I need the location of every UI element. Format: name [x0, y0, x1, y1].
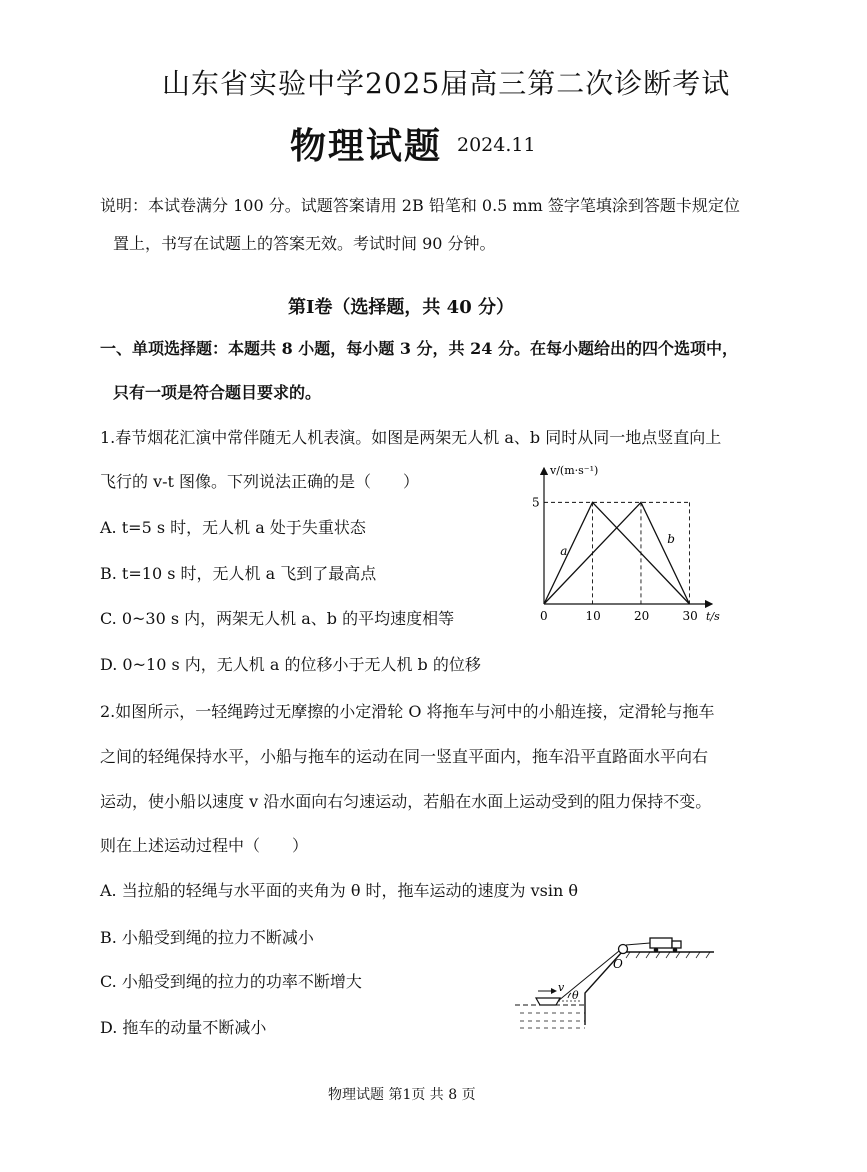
- x-tick-label: 10: [585, 609, 601, 623]
- y-axis-label: v/(m·s⁻¹): [550, 464, 599, 477]
- q2-option-b: B. 小船受到绳的拉力不断减小: [100, 928, 314, 947]
- pulley-boat-figure: [510, 925, 715, 1033]
- truck: [650, 938, 681, 952]
- rope-horizontal: [626, 943, 650, 945]
- page-footer: 物理试题 第1页 共 8 页: [328, 1087, 476, 1103]
- q2-stem-line-1: 2.如图所示，一轻绳跨过无摩擦的小定滑轮 O 将拖车与河中的小船连接，定滑轮与拖车: [100, 702, 715, 721]
- subject-title: 物理试题: [290, 125, 443, 167]
- part-title-line-1: 一、单项选择题：本题共 8 小题，每小题 3 分，共 24 分。在每小题给出的四个选项中，: [100, 339, 738, 358]
- series-label-a: a: [560, 544, 568, 559]
- boat: [536, 998, 560, 1005]
- q2-stem-line-4: 则在上述运动过程中（ ）: [100, 836, 309, 855]
- pulley-label: O: [613, 957, 623, 971]
- x-axis-label: t/s: [706, 610, 720, 623]
- q2-option-d: D. 拖车的动量不断减小: [100, 1018, 267, 1037]
- q1-option-b: B. t=10 s 时，无人机 a 飞到了最高点: [100, 564, 377, 583]
- velocity-label: v: [558, 981, 565, 994]
- q1-option-a: A. t=5 s 时，无人机 a 处于失重状态: [100, 518, 366, 537]
- rope-slanted: [558, 951, 619, 1001]
- q2-stem-line-2: 之间的轻绳保持水平，小船与拖车的运动在同一竖直平面内，拖车沿平直路面水平向右: [100, 747, 709, 766]
- q1-stem-line-1: 1.春节烟花汇演中常伴随无人机表演。如图是两架无人机 a、b 同时从同一地点竖直向上: [100, 428, 722, 447]
- x-tick-label: 30: [682, 609, 698, 623]
- instructions-line-1: 说明：本试卷满分 100 分。试题答案请用 2B 铅笔和 0.5 mm 签字笔填涂到答题卡规定位: [100, 196, 740, 215]
- q1-option-c: C. 0~30 s 内，两架无人机 a、b 的平均速度相等: [100, 609, 455, 628]
- q2-stem-line-3: 运动，使小船以速度 v 沿水面向右匀速运动，若船在水面上运动受到的阻力保持不变。: [100, 792, 712, 811]
- x-tick-label: 20: [633, 609, 650, 623]
- exam-date: 2024.11: [457, 134, 536, 156]
- q2-option-a: A. 当拉船的轻绳与水平面的夹角为 θ 时，拖车运动的速度为 vsin θ: [100, 881, 579, 900]
- angle-label: θ: [572, 989, 579, 1002]
- instructions-line-2: 置上，书写在试题上的答案无效。考试时间 90 分钟。: [113, 234, 496, 253]
- pulley-o: [619, 945, 628, 954]
- x-tick-label: 0: [540, 609, 548, 623]
- part-title-line-2: 只有一项是符合题目要求的。: [113, 383, 322, 402]
- road-hatching: [626, 952, 710, 958]
- vt-chart: [520, 462, 720, 637]
- section-title: 第Ⅰ卷（选择题，共 40 分）: [288, 297, 515, 318]
- exam-title: 山东省实验中学2025届高三第二次诊断考试: [162, 67, 731, 100]
- angle-arc: [568, 993, 571, 998]
- y-tick-label: 5: [532, 495, 540, 510]
- q2-option-c: C. 小船受到绳的拉力的功率不断增大: [100, 972, 362, 991]
- series-label-b: b: [667, 532, 675, 547]
- q1-option-d: D. 0~10 s 内，无人机 a 的位移小于无人机 b 的位移: [100, 655, 481, 674]
- q1-stem-line-2: 飞行的 v-t 图像。下列说法正确的是（ ）: [100, 472, 420, 491]
